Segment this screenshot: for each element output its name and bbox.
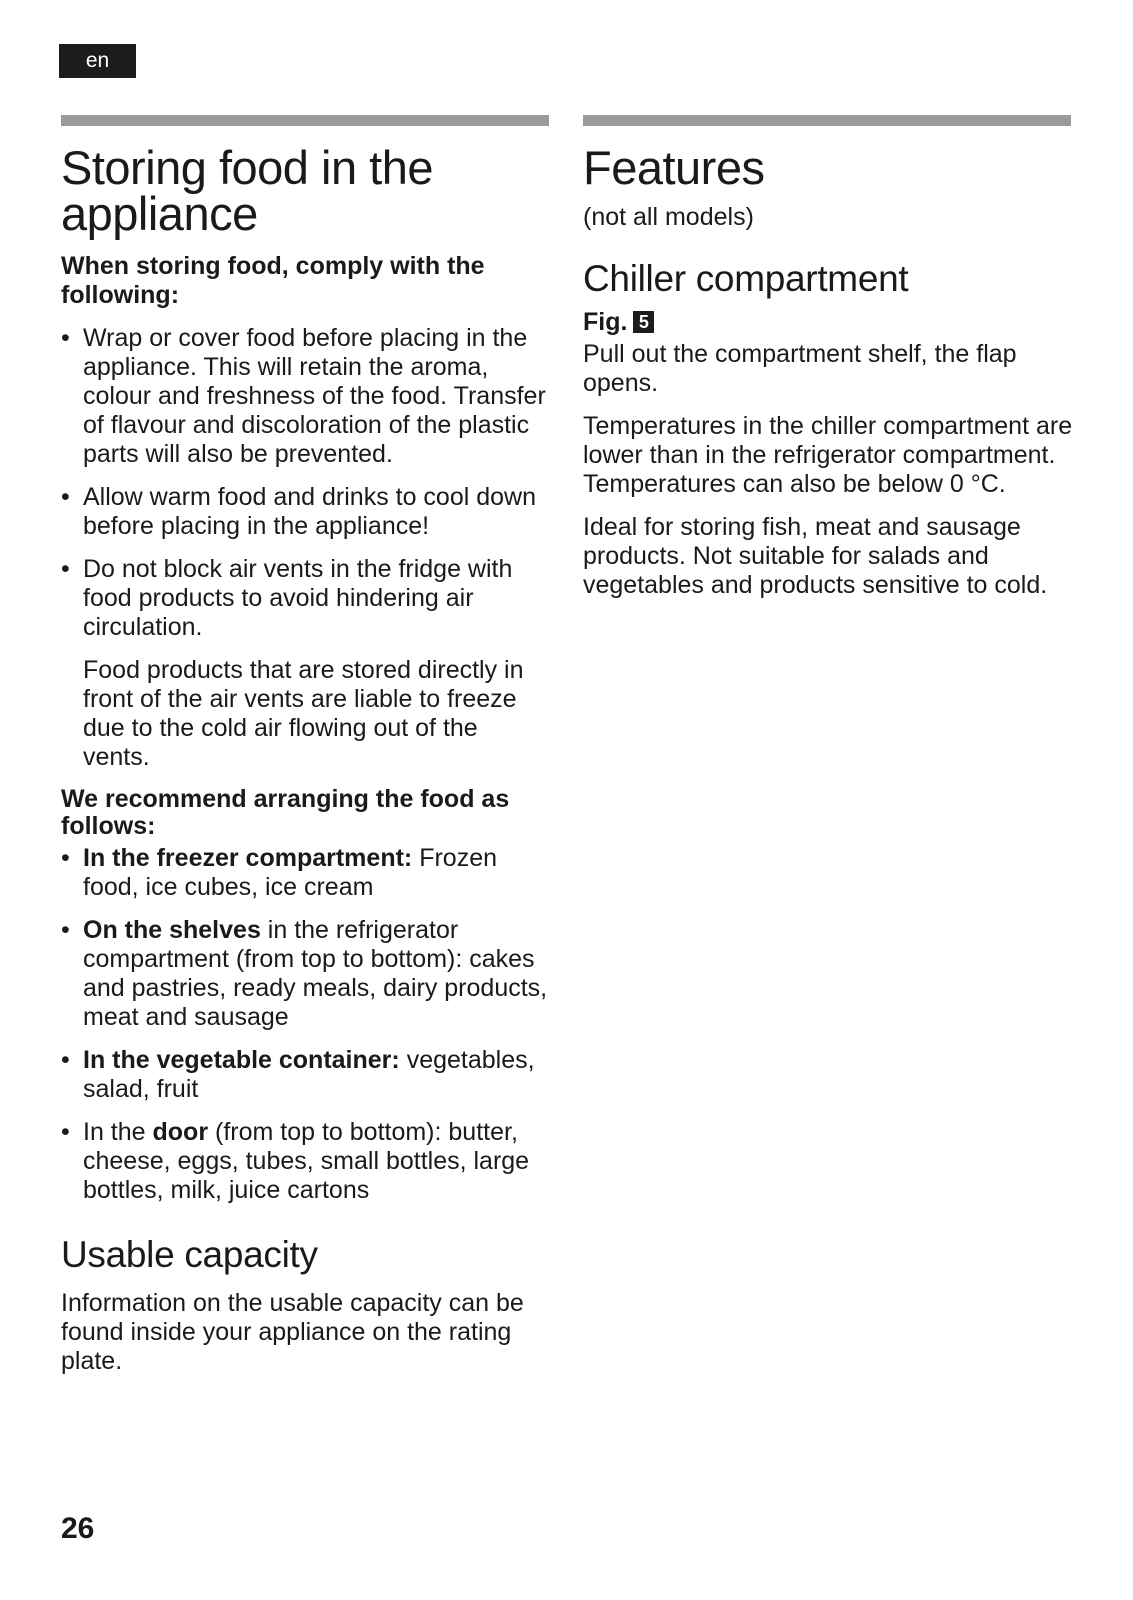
list-item: • In the vegetable container: vegetables, salad, fruit [61,1046,535,1103]
storing-bullet-list [61,324,551,642]
section-title-capacity: Usable capacity [61,1234,318,1275]
arrangement-intro: We recommend arranging the food as follows: [61,785,510,840]
section-title-storing [61,141,551,240]
chiller-paragraph: Pull out the compartment shelf, the flap opens. [583,340,1017,397]
chiller-paragraph: Ideal for storing fish, meat and sausage products. Not suitable for salads and vegetables and products sensitive to cold. [583,513,1048,599]
list-item: • In the freezer compartment: Frozen food, ice cubes, ice cream [61,844,498,901]
left-column [61,115,551,1376]
title-line-2: appliance [61,187,258,240]
language-badge: en [59,44,136,78]
section-rule [61,115,549,126]
title-line-1: Storing food in the [61,141,433,194]
chiller-title: Chiller compartment [583,258,909,299]
section-rule [583,115,1071,126]
capacity-text: Information on the usable capacity can be found inside your appliance on the rating plate. [61,1289,524,1375]
page-number: 26 [61,1512,95,1545]
figure-number-badge: 5 [633,311,654,333]
chiller-paragraph: Temperatures in the chiller compartment are lower than in the refrigerator compartment. Temperatures can also be below 0 °C. [583,412,1073,498]
figure-reference: Fig. 5 [583,308,1073,337]
list-item: • Wrap or cover food before placing in the appliance. This will retain the aroma, colour and freshness of the food. Transfer of flavour and discoloration of the plastic parts will also be prevented. [61,324,546,468]
list-item: • Allow warm food and drinks to cool down before placing in the appliance! [61,483,537,540]
features-subtitle: (not all models) [583,203,754,231]
list-item: • In the door (from top to bottom): butter, cheese, eggs, tubes, small bottles, large bottles, milk, juice cartons [61,1118,530,1204]
section-title-features: Features [583,141,765,194]
list-item: • Do not block air vents in the fridge with food products to avoid hindering air circulation. [61,555,513,641]
storing-intro: When storing food, comply with the following: [61,252,485,309]
list-item: • On the shelves in the refrigerator compartment (from top to bottom): cakes and pastries, ready meals, dairy products, meat and sausage [61,916,548,1031]
air-vents-note: Food products that are stored directly in front of the air vents are liable to freeze due to the cold air flowing out of the vents. [83,656,524,771]
arrangement-list [61,844,551,1205]
right-column [583,115,1073,600]
